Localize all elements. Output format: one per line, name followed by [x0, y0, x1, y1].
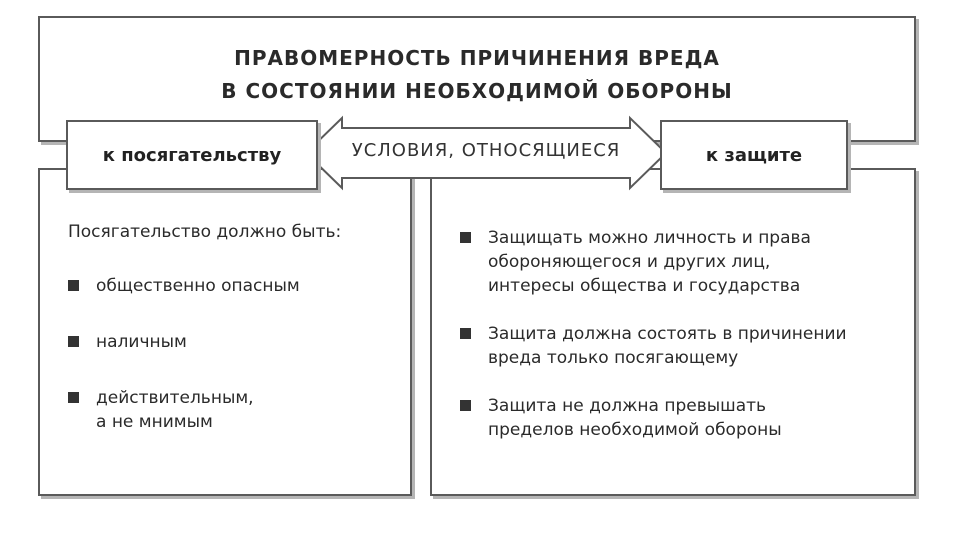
list-item-text: наличным: [96, 332, 187, 352]
attack-label: к посягательству: [102, 144, 282, 166]
list-item-text: общественно опасным: [96, 276, 300, 296]
list-item: [460, 322, 900, 370]
attack-label-box: [66, 120, 318, 190]
title-line-1: ПРАВОМЕРНОСТЬ ПРИЧИНЕНИЯ ВРЕДА: [234, 46, 720, 70]
diagram-title: [40, 42, 914, 108]
defense-conditions-list: [460, 226, 900, 466]
list-item-text: Защита должна состоять в причинении вреда только посягающему: [488, 324, 847, 368]
square-bullet-icon: [68, 280, 79, 291]
square-bullet-icon: [68, 336, 79, 347]
square-bullet-icon: [460, 232, 471, 243]
title-line-2: В СОСТОЯНИИ НЕОБХОДИМОЙ ОБОРОНЫ: [221, 79, 733, 103]
attack-intro-text: Посягательство должно быть:: [68, 222, 342, 242]
square-bullet-icon: [460, 400, 471, 411]
list-item: [460, 226, 900, 298]
list-item: [460, 394, 900, 442]
defense-label: к защите: [705, 144, 803, 166]
defense-label-box: [660, 120, 848, 190]
list-item: [68, 274, 398, 298]
list-item: [68, 330, 398, 354]
attack-conditions-box: [38, 168, 412, 496]
square-bullet-icon: [68, 392, 79, 403]
list-item-text: Защищать можно личность и права обороняющегося и других лиц, интересы общества и государства: [488, 228, 811, 296]
defense-conditions-box: [430, 168, 916, 496]
list-item-text: действительным, а не мнимым: [96, 388, 254, 432]
list-item-text: Защита не должна превышать пределов необходимой обороны: [488, 396, 782, 440]
list-item: [68, 386, 398, 434]
square-bullet-icon: [460, 328, 471, 339]
conditions-label: УСЛОВИЯ, ОТНОСЯЩИЕСЯ: [351, 140, 621, 161]
attack-conditions-list: [68, 274, 398, 466]
